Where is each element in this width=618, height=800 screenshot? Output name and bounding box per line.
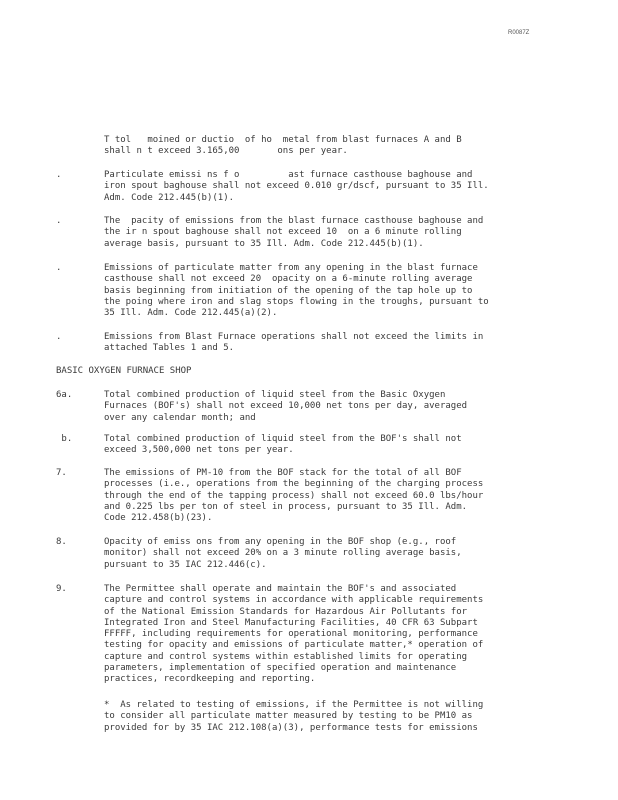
text-line: Emissions from Blast Furnace operations shall not exceed the limits in	[104, 332, 484, 342]
text-line: testing for opacity and emissions of particulate matter,* operation of	[104, 640, 484, 651]
item-text	[104, 170, 554, 204]
item-number: .	[56, 216, 62, 226]
text-line: through the end of the tapping process) shall not exceed 60.0 lbs/hour	[104, 490, 484, 501]
section-heading: BASIC OXYGEN FURNACE SHOP	[56, 366, 192, 376]
document-id: R0087Z	[508, 30, 530, 36]
text-line: T tol moined or ductio of ho metal from blast furnaces A and B	[104, 135, 462, 145]
item-text	[104, 584, 554, 686]
text-line: capture and control systems in accordance with applicable requirements	[104, 595, 484, 606]
item-text	[104, 216, 554, 250]
text-line: Integrated Iron and Steel Manufacturing Facilities, 40 CFR 63 Subpart	[104, 617, 478, 628]
text-line: attached Tables 1 and 5.	[104, 343, 235, 354]
item-number: .	[56, 263, 62, 273]
item-number: .	[56, 170, 62, 180]
item-text	[104, 434, 554, 457]
text-line: parameters, implementation of specified operation and maintenance	[104, 663, 457, 674]
text-line: shall n t exceed 3.165,00 ons per year.	[104, 146, 348, 157]
item-text	[104, 135, 554, 158]
text-line: iron spout baghouse shall not exceed 0.010 gr/dscf, pursuant to 35 Ill.	[104, 181, 489, 192]
text-line: casthouse shall not exceed 20 opacity on a 6-minute rolling average	[104, 274, 473, 285]
item-number: 6a.	[56, 390, 73, 400]
text-line: The pacity of emissions from the blast furnace casthouse baghouse and	[104, 216, 484, 226]
text-line: processes (i.e., operations from the beginning of the charging process	[104, 479, 484, 490]
text-line: Total combined production of liquid steel from the BOF's shall not	[104, 434, 462, 444]
text-line: over any calendar month; and	[104, 412, 256, 423]
text-line: Code 212.458(b)(23).	[104, 513, 213, 524]
text-line: to consider all particulate matter measured by testing to be PM10 as	[104, 711, 473, 722]
item-text	[104, 468, 554, 524]
text-line: provided for by 35 IAC 212.108(a)(3), performance tests for emissions	[104, 722, 478, 733]
item-text	[104, 263, 554, 319]
text-line: monitor) shall not exceed 20% on a 3 minute rolling average basis,	[104, 548, 462, 559]
item-text	[104, 390, 554, 424]
text-line: the poing where iron and slag stops flowing in the troughs, pursuant to	[104, 296, 489, 307]
text-line: 35 Ill. Adm. Code 212.445(a)(2).	[104, 308, 278, 319]
text-line: capture and control systems within established limits for operating	[104, 651, 468, 662]
item-text	[104, 537, 554, 571]
text-line: Particulate emissi ns f o ast furnace casthouse baghouse and	[104, 170, 473, 180]
item-number: b.	[56, 434, 73, 444]
text-line: Furnaces (BOF's) shall not exceed 10,000 net tons per day, averaged	[104, 401, 468, 412]
text-line: Adm. Code 212.445(b)(1).	[104, 192, 235, 203]
text-line: The Permittee shall operate and maintain the BOF's and associated	[104, 584, 457, 594]
text-line: Total combined production of liquid steel from the Basic Oxygen	[104, 390, 446, 400]
text-line: The emissions of PM-10 from the BOF stack for the total of all BOF	[104, 468, 462, 478]
item-number: 8.	[56, 537, 67, 547]
text-line: average basis, pursuant to 35 Ill. Adm. Code 212.445(b)(1).	[104, 238, 424, 249]
text-line: of the National Emission Standards for Hazardous Air Pollutants for	[104, 606, 468, 617]
text-line: Emissions of particulate matter from any opening in the blast furnace	[104, 263, 478, 273]
text-line: Opacity of emiss ons from any opening in the BOF shop (e.g., roof	[104, 537, 457, 547]
text-line: the ir n spout baghouse shall not exceed 10 on a 6 minute rolling	[104, 227, 462, 238]
text-line: and 0.225 lbs per ton of steel in process, pursuant to 35 Ill. Adm.	[104, 501, 468, 512]
item-text	[104, 332, 554, 355]
text-line: pursuant to 35 IAC 212.446(c).	[104, 559, 267, 570]
text-line: * As related to testing of emissions, if the Permittee is not willing	[104, 700, 484, 710]
item-number: 7.	[56, 468, 67, 478]
text-line: practices, recordkeeping and reporting.	[104, 674, 316, 685]
text-line: exceed 3,500,000 net tons per year.	[104, 445, 294, 456]
footnote	[104, 700, 554, 734]
text-line: FFFFF, including requirements for operational monitoring, performance	[104, 629, 478, 640]
item-number: .	[56, 332, 62, 342]
item-number: 9.	[56, 584, 67, 594]
text-line: basis beginning from initiation of the opening of the tap hole up to	[104, 285, 473, 296]
